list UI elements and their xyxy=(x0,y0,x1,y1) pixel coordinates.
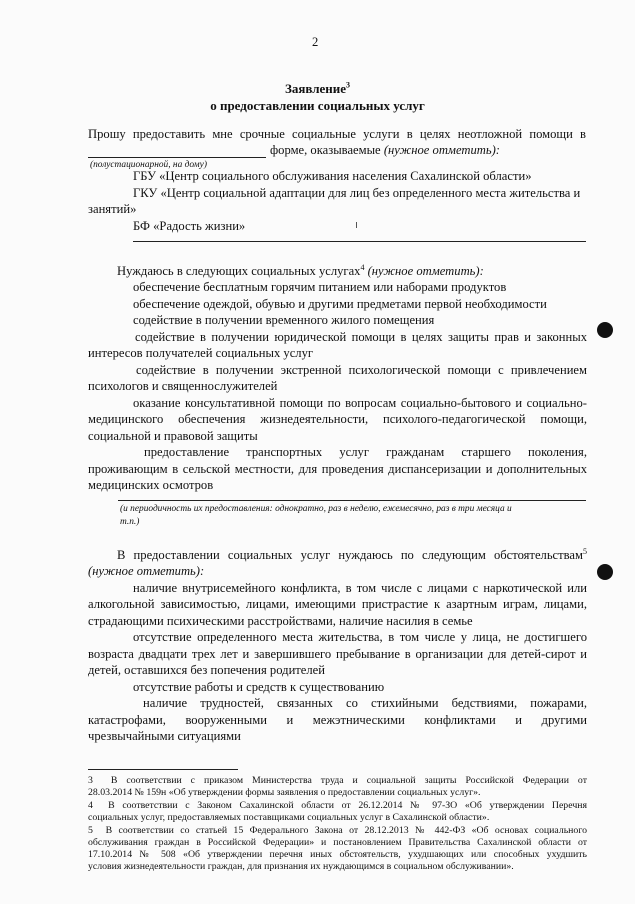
service-item-cont: психологов и священнослужителей xyxy=(88,379,278,393)
footnote-line: В соответствии с Законом Сахалинской области от 26.12.2014 № 97-ЗО «Об утверждении Перечня xyxy=(108,800,587,811)
service-item-cont: медицинских осмотров xyxy=(88,478,214,492)
provider-bf: БФ «Радость жизни» xyxy=(133,219,246,233)
footnote-5-cont: обслуживания граждан в Российской Федерации» и постановлением Правительства Сахалинской области от xyxy=(88,837,587,848)
circumstance-item-cont: катастрофами, вооруженными и межэтническими конфликтами и другими xyxy=(88,713,587,727)
services-intro-note: (нужное отметить): xyxy=(364,264,484,278)
service-item: содействие в получении временного жилого помещения xyxy=(133,313,435,327)
service-item: содействие в получении экстренной психологической помощи с привлечением xyxy=(136,363,587,377)
services-intro-text: Нуждаюсь в следующих социальных услугах xyxy=(117,264,361,278)
service-item-cont: социальной и правовой защиты xyxy=(88,429,258,443)
footnote-5 xyxy=(88,825,587,837)
binder-hole-bottom xyxy=(597,564,613,580)
circumstance-item: наличие внутрисемейного конфликта, в том числе с лицами с наркотической или xyxy=(133,581,587,595)
footnote-separator xyxy=(88,769,238,770)
request-line-2-note: (нужное отметить): xyxy=(383,143,500,157)
service-item-cont: интересов получателей социальных услуг xyxy=(88,346,314,360)
request-line-2 xyxy=(270,142,500,159)
page-number: 2 xyxy=(312,35,319,49)
document-subtitle: о предоставлении социальных услуг xyxy=(210,98,425,113)
footnote-line: В соответствии с приказом Министерства труда и социальной защиты Российской Федерации от xyxy=(110,775,587,786)
service-item-cont: проживающим в сельской местности, для проведения диспансеризации и дополнительных xyxy=(88,462,587,476)
provider-blank-line xyxy=(133,241,586,242)
footnote-4-cont: социальных услуг, предоставляемых поставщиками социальных услуг в Сахалинской области». xyxy=(88,812,490,823)
footnote-number: 5 xyxy=(88,825,93,836)
circumstance-item-cont: чрезвычайными ситуациями xyxy=(88,729,241,743)
footnote-4 xyxy=(88,800,587,812)
request-line-2-text: форме, оказываемые xyxy=(270,143,384,157)
services-intro xyxy=(117,263,484,280)
provider-gbu: ГБУ «Центр социального обслуживания населения Сахалинской области» xyxy=(133,169,532,183)
circumstances-intro-text: В предоставлении социальных услуг нуждаюсь по следующим обстоятельствам xyxy=(117,548,583,562)
periodicity-blank-line xyxy=(118,500,586,501)
footnote-5-cont: условия жизнедеятельности граждан, для признания их нуждающимся в социальном обслуживании». xyxy=(88,861,514,872)
form-blank-line xyxy=(88,157,266,158)
service-item: обеспечение одеждой, обувью и другими предметами первой необходимости xyxy=(133,297,547,311)
footnote-number: 3 xyxy=(88,775,93,786)
footnote-3 xyxy=(88,775,587,787)
circumstances-intro xyxy=(117,547,587,564)
scan-speck xyxy=(356,222,357,228)
circumstance-item: отсутствие работы и средств к существованию xyxy=(133,680,385,694)
circumstance-item-cont: страдающими психическими расстройствами, наличие насилия в семье xyxy=(88,614,473,628)
binder-hole-top xyxy=(597,322,613,338)
footnote-5-cont: 17.10.2014 № 508 «Об утверждении перечня иных обстоятельств, ухудшающих или способных ухудшить xyxy=(88,849,587,860)
footnote-number: 4 xyxy=(88,800,93,811)
circumstance-item-cont: алкогольной зависимостью, лицами, имеющими пристрастие к азартным играм, лицами, xyxy=(88,597,587,611)
service-item: предоставление транспортных услуг гражданам старшего поколения, xyxy=(144,445,587,459)
provider-gku-cont: занятий» xyxy=(88,202,137,216)
footnote-ref-4: 4 xyxy=(360,262,365,272)
footnote-ref-5: 5 xyxy=(583,546,587,556)
circumstance-item: наличие трудностей, связанных со стихийными бедствиями, пожарами, xyxy=(143,696,587,710)
service-item: содействие в получении юридической помощи в целях защиты прав и законных xyxy=(135,330,587,344)
circumstance-item: отсутствие определенного места жительства, в том числе у лица, не достигшего xyxy=(133,630,587,644)
service-item-cont: медицинского обеспечения жизнедеятельности, психолого-педагогической помощи, xyxy=(88,412,587,426)
footnote-3-cont: 28.03.2014 № 159н «Об утверждении формы заявления о предоставлении социальных услуг». xyxy=(88,787,481,798)
form-hint: (полустационарной, на дому) xyxy=(90,160,207,170)
circumstance-item-cont: детей, оставшихся без попечения родителей xyxy=(88,663,326,677)
service-item: обеспечение бесплатным горячим питанием или наборами продуктов xyxy=(133,280,507,294)
periodicity-hint-cont: т.п.) xyxy=(120,517,140,527)
periodicity-hint: (и периодичность их предоставления: однократно, раз в неделю, ежемесячно, раз в три месяца и xyxy=(120,504,512,514)
title-line-1: Заявление xyxy=(284,81,347,96)
request-line-1: Прошу предоставить мне срочные социальные услуги в целях неотложной помощи в xyxy=(88,127,586,141)
circumstance-item-cont: возраста двадцати трех лет и завершившего пребывание в организации для детей-сирот и xyxy=(88,647,587,661)
document-title xyxy=(0,81,635,97)
service-item: оказание консультативной помощи по вопросам социально-бытового и социально- xyxy=(133,396,587,410)
provider-gku: ГКУ «Центр социальной адаптации для лиц без определенного места жительства и xyxy=(133,186,581,200)
circumstances-note: (нужное отметить): xyxy=(88,564,205,578)
footnote-line: В соответствии со статьей 15 Федерального Закона от 28.12.2013 № 442-ФЗ «Об основах социального xyxy=(105,825,587,836)
footnote-ref-3: 3 xyxy=(346,80,351,90)
